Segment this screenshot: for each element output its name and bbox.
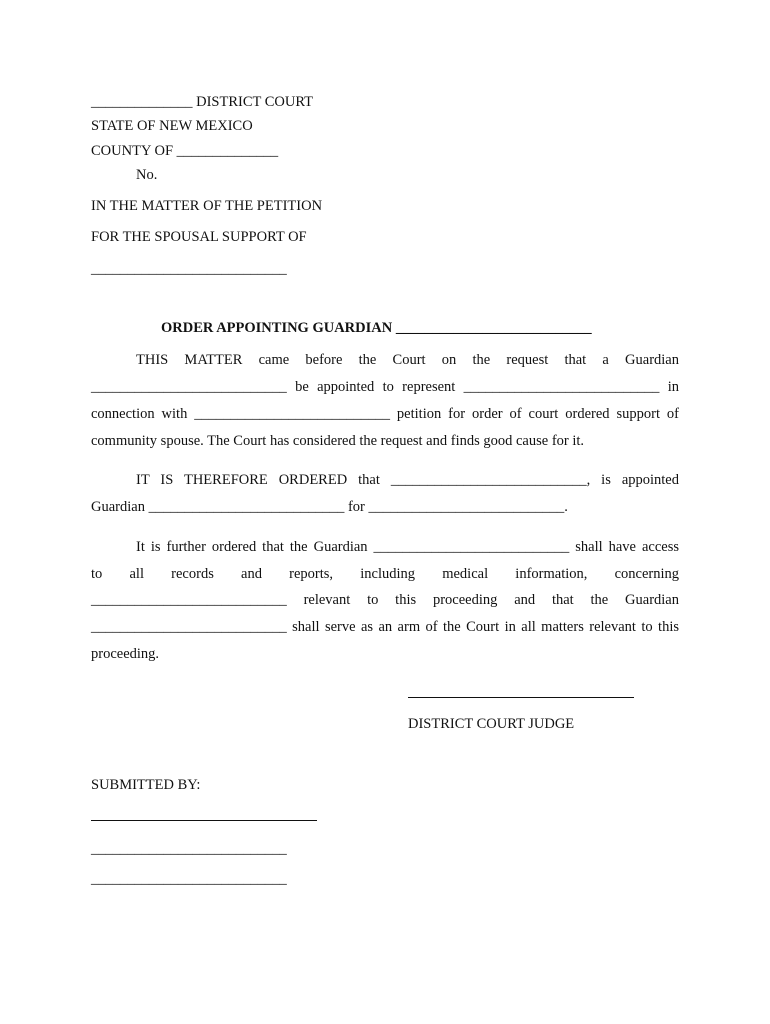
case-number: No.	[136, 167, 158, 183]
paragraph1-line: community spouse. The Court has considered the request and finds good cause for it.	[91, 433, 585, 449]
paragraph2-line: IT IS THEREFORE ORDERED that ___________________________, is appointed	[136, 472, 679, 488]
county-line: COUNTY OF ______________	[91, 143, 279, 159]
paragraph2-line: Guardian ___________________________ for ___________________________.	[91, 499, 568, 515]
state-line: STATE OF NEW MEXICO	[91, 118, 253, 134]
court-name: ______________ DISTRICT COURT	[91, 94, 314, 110]
paragraph1-line: connection with ___________________________ petition for order of court ordered support of	[91, 406, 679, 422]
paragraph3-line: It is further ordered that the Guardian ___________________________ shall have access	[136, 539, 679, 555]
submitter-signature-line	[91, 820, 317, 821]
paragraph1-line: ___________________________ be appointed to represent ___________________________ in	[91, 379, 679, 395]
matter-line-2: FOR THE SPOUSAL SUPPORT OF	[91, 229, 307, 245]
paragraph3-line: ___________________________ relevant to this proceeding and that the Guardian	[91, 592, 679, 608]
matter-line-1: IN THE MATTER OF THE PETITION	[91, 198, 323, 214]
judge-signature-line	[408, 697, 634, 698]
submitter-address-blank: ___________________________	[91, 871, 287, 887]
paragraph1-line: THIS MATTER came before the Court on the request that a Guardian	[136, 352, 679, 368]
paragraph3-line: proceeding.	[91, 646, 160, 662]
judge-label: DISTRICT COURT JUDGE	[408, 716, 575, 732]
order-title: ORDER APPOINTING GUARDIAN ___________________________	[161, 320, 592, 336]
party-name-blank: ___________________________	[91, 261, 287, 277]
submitted-by-label: SUBMITTED BY:	[91, 777, 201, 793]
paragraph3-line: ___________________________ shall serve as an arm of the Court in all matters relevant to this	[91, 619, 679, 635]
submitter-name-blank: ___________________________	[91, 841, 287, 857]
paragraph3-line: to all records and reports, including medical information, concerning	[91, 566, 679, 582]
